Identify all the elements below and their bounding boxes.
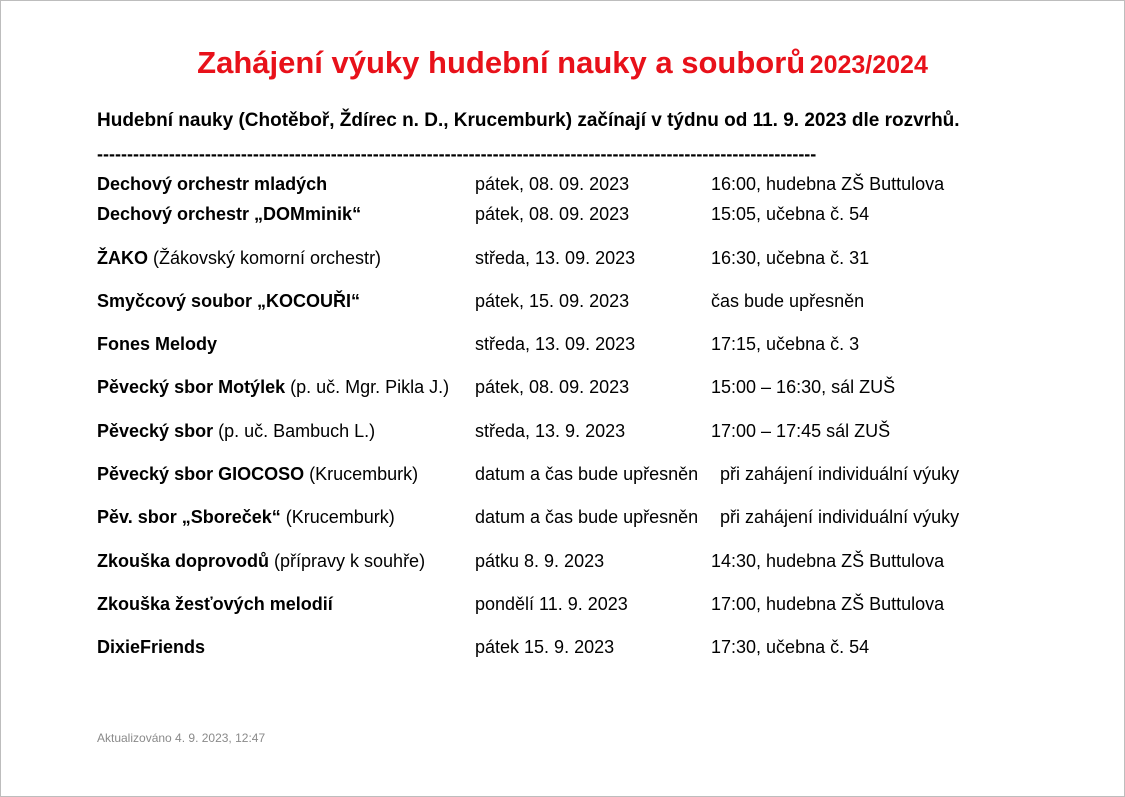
start-date: pátek, 08. 09. 2023 (475, 377, 630, 397)
start-date: středa, 13. 09. 2023 (475, 248, 636, 268)
updated-timestamp: Aktualizováno 4. 9. 2023, 12:47 (97, 731, 266, 745)
time-place: při zahájení individuální výuky (720, 464, 960, 484)
ensemble-name: Dechový orchestr mladých (97, 174, 328, 194)
time-place: při zahájení individuální výuky (720, 507, 960, 527)
start-date: pátek 15. 9. 2023 (475, 637, 615, 657)
time-place: 16:00, hudebna ZŠ Buttulova (711, 174, 945, 194)
ensemble-note: (p. uč. Mgr. Pikla J.) (285, 377, 450, 397)
ensemble-name: Fones Melody (97, 334, 218, 354)
divider-line: ------------------------------------------------------------------------------------------------------------------------ (97, 144, 817, 164)
ensemble-note: (Krucemburk) (304, 464, 419, 484)
ensemble-note: (Žákovský komorní orchestr) (148, 248, 382, 268)
start-date: pátek, 08. 09. 2023 (475, 174, 630, 194)
time-place: 16:30, učebna č. 31 (711, 248, 870, 268)
start-date: pondělí 11. 9. 2023 (475, 594, 628, 614)
time-place: 17:15, učebna č. 3 (711, 334, 860, 354)
time-place: 14:30, hudebna ZŠ Buttulova (711, 551, 945, 571)
time-place: 17:30, učebna č. 54 (711, 637, 870, 657)
start-date: datum a čas bude upřesněn (475, 507, 699, 527)
ensemble-note: (Krucemburk) (280, 507, 395, 527)
time-place: 17:00 – 17:45 sál ZUŠ (711, 421, 891, 441)
ensemble-name: Pěvecký sbor (97, 421, 214, 441)
ensemble-name: Zkouška žesťových melodií (97, 594, 333, 614)
intro-text: Hudební nauky (Chotěboř, Ždírec n. D., Krucemburk) začínají v týdnu od 11. 9. 2023 dle rozvrhů. (97, 110, 960, 131)
ensemble-name: Smyčcový soubor „KOCOUŘI“ (97, 291, 361, 311)
start-date: pátek, 08. 09. 2023 (475, 204, 630, 224)
ensemble-name: ŽAKO (97, 248, 148, 268)
page-title (1, 45, 1124, 81)
start-date: pátek, 15. 09. 2023 (475, 291, 630, 311)
time-place: 15:00 – 16:30, sál ZUŠ (711, 377, 896, 397)
ensemble-name: Pěvecký sbor Motýlek (97, 377, 286, 397)
title-year: 2023/2024 (809, 51, 928, 79)
ensemble-name: Zkouška doprovodů (97, 551, 270, 571)
time-place: 15:05, učebna č. 54 (711, 204, 870, 224)
start-date: pátku 8. 9. 2023 (475, 551, 605, 571)
ensemble-name: Pěvecký sbor GIOCOSO (97, 464, 305, 484)
ensemble-note: (p. uč. Bambuch L.) (213, 421, 376, 441)
start-date: středa, 13. 09. 2023 (475, 334, 636, 354)
start-date: datum a čas bude upřesněn (475, 464, 699, 484)
ensemble-name: Pěv. sbor „Sboreček“ (97, 507, 281, 527)
title-main: Zahájení výuky hudební nauky a souborů (197, 45, 806, 80)
start-date: středa, 13. 9. 2023 (475, 421, 626, 441)
ensemble-name: Dechový orchestr „DOMminik“ (97, 204, 362, 224)
time-place: čas bude upřesněn (711, 291, 865, 311)
ensemble-name: DixieFriends (97, 637, 206, 657)
time-place: 17:00, hudebna ZŠ Buttulova (711, 594, 945, 614)
ensemble-note: (přípravy k souhře) (269, 551, 426, 571)
